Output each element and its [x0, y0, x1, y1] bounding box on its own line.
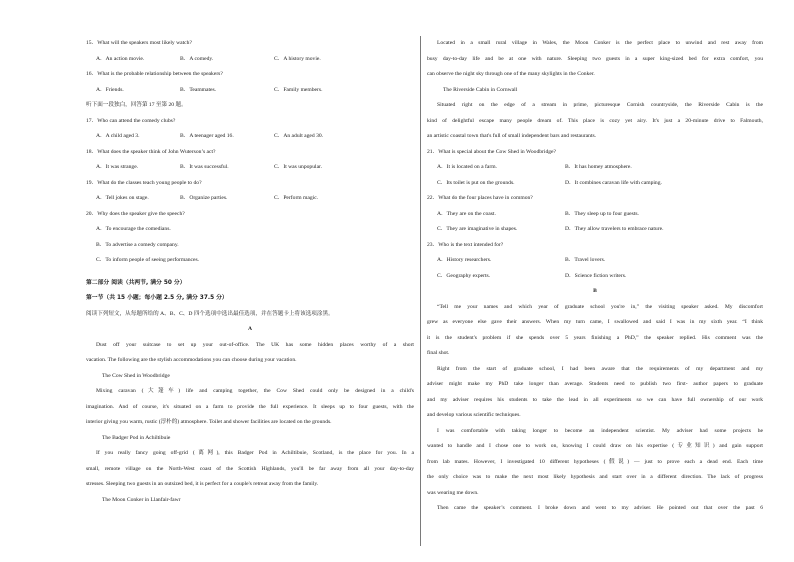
q17-option-b: B．A teenager aged 16.	[180, 133, 234, 139]
q15-option-b: B．A comedy.	[180, 55, 214, 62]
text-line: busy day-to-day life and be at one with nature. Sleeping two guests in a super king-sized bed for extra comfort, you	[427, 55, 763, 62]
q22-option-b: B．They sleep up to four guests.	[565, 210, 639, 217]
q20-stem: 20．Why does the speaker give the speech?	[86, 210, 185, 217]
q23-option-b: B．Travel lovers.	[565, 257, 606, 263]
passage-b-paragraph-1	[427, 300, 763, 362]
text-line: Mixing caravan (大篷车) life and camping together, the Cow Shed could only be designed in a child's	[96, 388, 414, 394]
left-column	[86, 36, 414, 508]
riverside-cabin-heading: The Riverside Cabin in Cornwall	[443, 86, 518, 93]
q21-option-c: C．Its toilet is put on the grounds.	[437, 179, 515, 186]
q18-option-a: A．It was strange.	[96, 164, 139, 170]
q16-option-b: B．Teammates.	[180, 86, 217, 93]
cow-shed-paragraph	[86, 384, 414, 431]
q21-option-b: B．It has homey atmosphere.	[565, 164, 632, 170]
text-line: grew as everyone else gave their answers. When my turn came, I swallowed and said I was in my sixth year. “I think	[427, 319, 763, 325]
passage-b-label: B	[593, 288, 597, 294]
q21-options-ab	[427, 160, 763, 176]
column-divider	[420, 36, 421, 546]
q18-option-c: C．It was unpopular.	[274, 164, 323, 170]
q20-option-a: A．To encourage the comedians.	[96, 226, 171, 232]
text-line: I was comfortable with taking longer to become an independent scientist. My adviser had some projects he	[437, 427, 763, 434]
passage-a-intro	[86, 338, 414, 369]
passage-a-label: A	[247, 326, 253, 332]
text-line: from lab mates. However, I investigated 10 different hypotheses (假说) — just to prove each a dead end. Each time	[427, 458, 763, 465]
q19-stem: 19．What do the classes teach young people to do?	[86, 179, 202, 186]
riverside-cabin-paragraph	[427, 98, 763, 145]
q20-option-b: B．To advertise a comedy company.	[96, 241, 179, 248]
q18-option-b: B．It was successful.	[180, 164, 229, 170]
text-line: was wearing me down.	[427, 489, 479, 496]
text-line: wanted to handle and I chose one to work on, knowing I could draw on his expertise (专业知识) and gain support	[427, 443, 763, 449]
q23-options-ab	[427, 253, 763, 269]
q17-option-c: C．An adult aged 30.	[274, 133, 324, 139]
text-line: it is the student's problem if she spends over 5 years finishing a PhD,” the speaker replied. His comment was the	[427, 334, 763, 341]
q15-options	[86, 52, 414, 68]
q16-option-a: A．Friends.	[96, 86, 124, 93]
q20-option-c: C．To inform people of seeing performances.	[96, 257, 200, 263]
q21-option-d: D．It combines caravan life with camping.	[565, 179, 662, 186]
q22-options-ab	[427, 207, 763, 223]
text-line: imagination. And of course, it's situated on a farm to provide the full experience. It sleeps up to four guests, with the	[86, 403, 414, 410]
text-line: an artistic coastal town that's full of small independent bars and restaurants.	[427, 133, 597, 139]
text-line: the only choice was to make the next most likely hypothesis and start over in a different direction. The lack of progress	[427, 474, 763, 480]
q22-option-a: A．They are on the coast.	[437, 210, 496, 217]
text-line: and develop various scientific techniques.	[427, 412, 521, 418]
passage-b-paragraph-4	[427, 501, 763, 517]
text-line: Located in a small rural village in Wales, the Moon Conker is the perfect place to unwind and rest away from	[437, 40, 763, 46]
moon-conker-heading: The Moon Conker in Llanfair-fawr	[102, 496, 181, 503]
text-line: adviser might make my PhD take longer than average. Students need to publish two first- author papers to graduate	[427, 381, 763, 387]
q17-option-a: A．A child aged 3.	[96, 133, 140, 139]
text-line: kind of delightful escape many people dream of. This place is cozy yet airy. It's just a 20-minute drive to Falmouth,	[427, 117, 763, 124]
q21-options-cd	[427, 176, 763, 192]
passage-b-paragraph-3	[427, 424, 763, 502]
text-line: and my adviser requires his students to take the lead in all experiments so we can have full ownership of our work	[427, 396, 763, 403]
badger-pod-paragraph	[86, 446, 414, 493]
q19-option-c: C．Perform magic.	[274, 195, 319, 201]
moon-conker-paragraph	[427, 36, 763, 83]
q23-option-a: A．History researchers.	[437, 257, 492, 263]
q16-stem: 16．What is the probable relationship between the speakers?	[86, 71, 223, 77]
text-line: Situated right on the edge of a stream in prime, picturesque Cornish countryside, the Riverside Cabin is the	[437, 102, 763, 108]
q23-option-c: C．Geography experts.	[437, 272, 491, 279]
text-line: interior giving you warm, rustic (淳朴的) atmosphere. Toilet and shower facilities are located on the grounds.	[86, 419, 332, 425]
section1-title: 第一节（共 15 小题；每小题 2.5 分, 满分 37.5 分）	[86, 295, 228, 301]
q22-option-d: D．They allow travelers to embrace nature.	[565, 226, 664, 232]
text-line: final shot.	[427, 350, 450, 356]
text-line: can observe the night sky through one of the many skylights in the Conker.	[427, 71, 595, 77]
text-line: small, remote village on the North-West coast of the Scottish Highlands, you'll be far away from all your day-to-day	[86, 465, 414, 472]
passage-b-paragraph-2	[427, 362, 763, 424]
badger-pod-heading: The Badger Pod in Achiltibuie	[102, 434, 171, 441]
text-line: stresses. Sleeping two guests in an outsized bed, it is perfect for a couple's retreat away from the family.	[86, 481, 319, 487]
text-line: Dust off your suitcase to set up your out-of-office. The UK has some hidden places worthy of a short	[96, 341, 414, 348]
q22-option-c: C．They are imaginative in shapes.	[437, 226, 518, 232]
q15-option-a: A．An action movie.	[96, 55, 145, 62]
q15-stem: 15．What will the speakers most likely watch?	[86, 40, 192, 46]
text-line: Then came the speaker’s comment. I broke down and went to my adviser. He pointed out that over the past 6	[437, 505, 763, 511]
q21-stem: 21．What is special about the Cow Shed in Woodbridge?	[427, 148, 557, 155]
q17-options	[86, 129, 414, 145]
q19-option-b: B．Organize parties.	[180, 195, 228, 201]
listening-instruction: 听下面一段独白，回答第 17 至第 20 题。	[86, 102, 187, 108]
text-line: vacation. The following are the stylish accommodations you can choose during your vacation.	[86, 357, 297, 363]
q16-option-c: C．Family members.	[274, 86, 323, 93]
q22-stem: 22．What do the four places have in common?	[427, 195, 533, 201]
q23-option-d: D．Science fiction writers.	[565, 272, 627, 279]
q18-stem: 18．What does the speaker think of John Wuterson’s act?	[86, 148, 216, 155]
q17-stem: 17．Who can attend the comedy clubs?	[86, 117, 176, 124]
q19-options	[86, 191, 414, 207]
q22-options-cd	[427, 222, 763, 238]
q15-option-c: C．A history movie.	[274, 55, 321, 62]
q18-options	[86, 160, 414, 176]
cow-shed-heading: The Cow Shed in Woodbridge	[102, 372, 170, 379]
right-column	[427, 36, 763, 517]
section1-instruction: 阅读下列短文，从每题所给的 A、B、C、D 四个选项中选出最佳选项，并在答题卡上将该选项涂黑。	[86, 310, 334, 317]
part2-title: 第二部分 阅读（共两节, 满分 50 分）	[86, 279, 186, 286]
q21-option-a: A．It is located on a farm.	[437, 164, 497, 170]
q23-stem: 23．Who is the text intended for?	[427, 241, 504, 248]
q19-option-a: A．Tell jokes on stage.	[96, 195, 149, 201]
q16-options	[86, 83, 414, 99]
text-line: If you really fancy going off-grid (离网), this Badger Pod in Achiltibuie, Scotland, is the place for you. In a	[96, 450, 414, 456]
text-line: “Tell me your names and which year of graduate school you're in,” the visiting speaker asked. My discomfort	[437, 303, 763, 310]
q23-options-cd	[427, 269, 763, 285]
text-line: Right from the start of graduate school, I had been aware that the requirements of my department and my	[437, 365, 763, 372]
